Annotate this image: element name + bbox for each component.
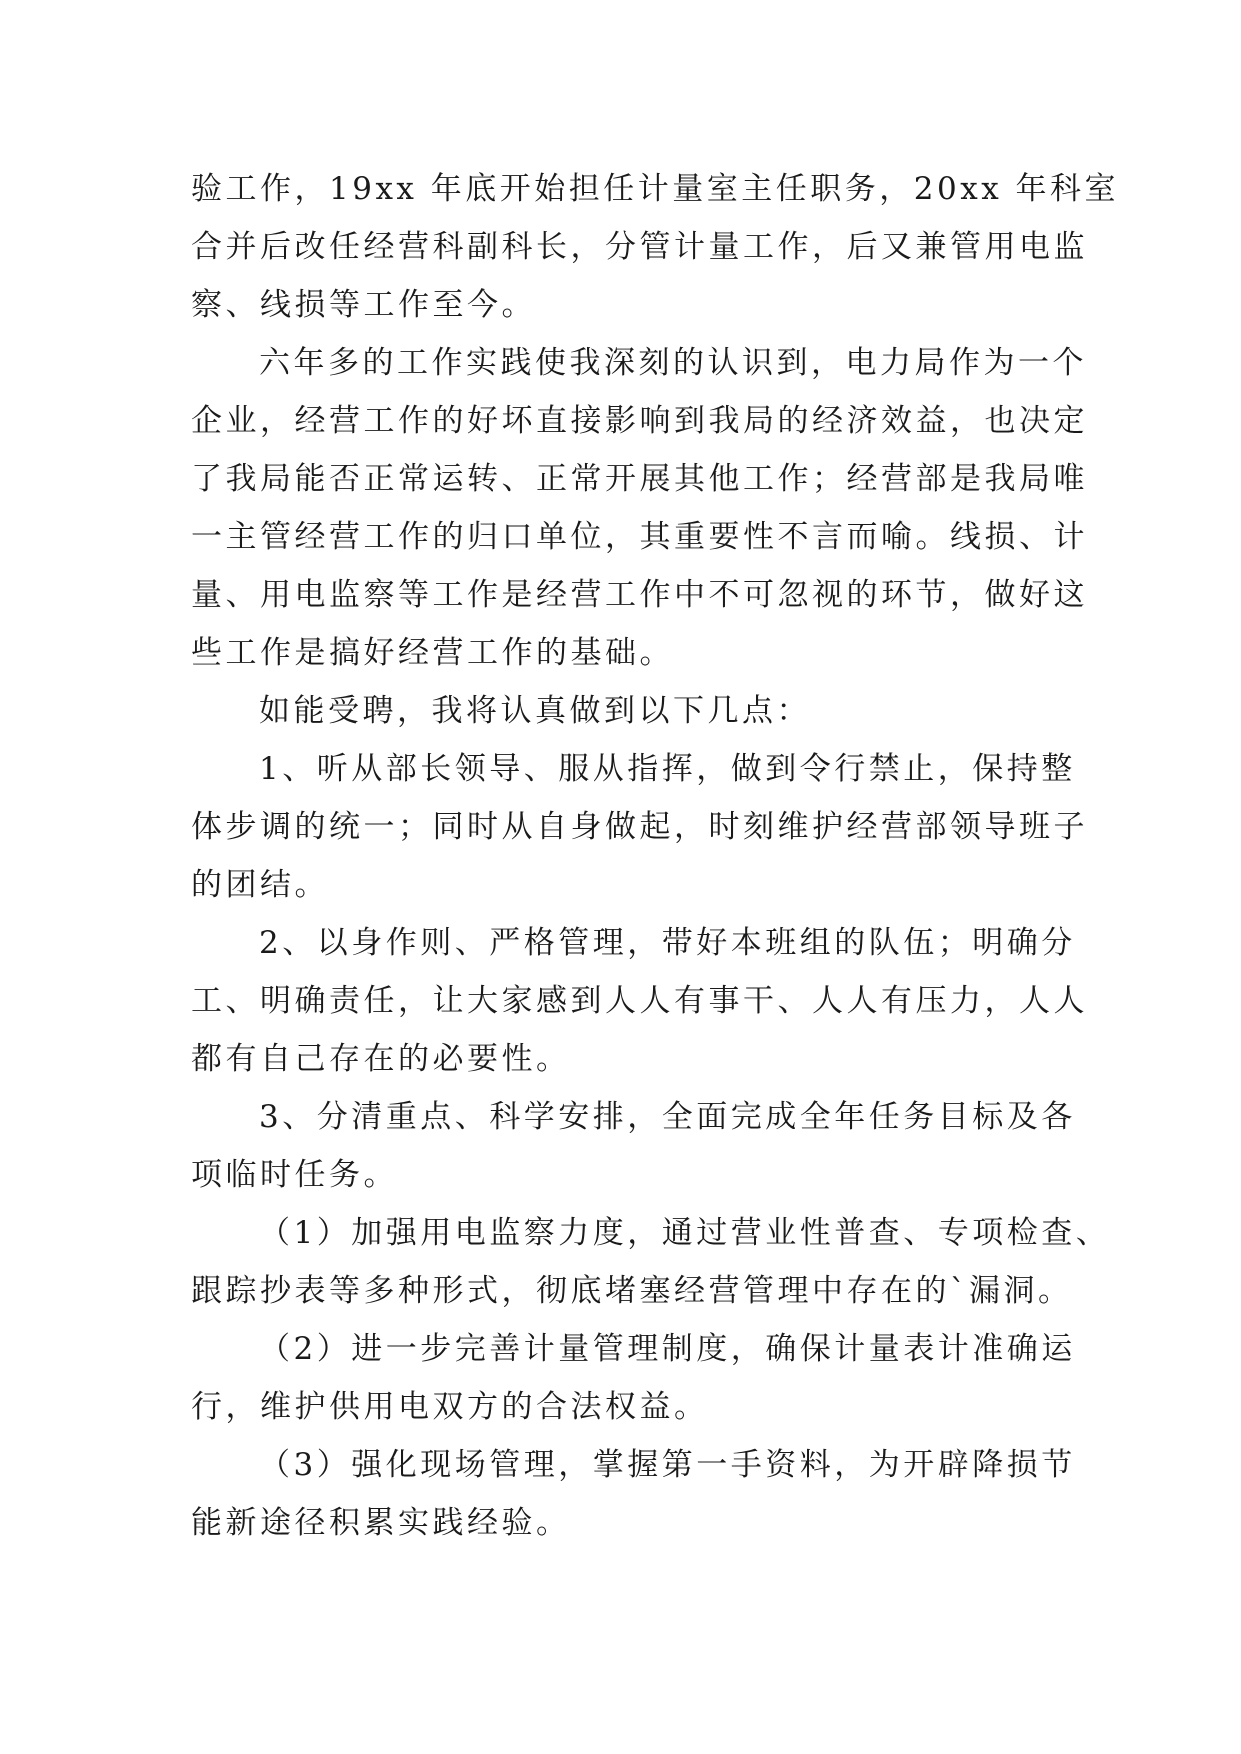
text-line: 六年多的工作实践使我深刻的认识到，电力局作为一个 — [259, 345, 1087, 381]
text-line: 一主管经营工作的归口单位，其重要性不言而喻。线损、计 — [191, 519, 1088, 555]
text-line: （3）强化现场管理，掌握第一手资料，为开辟降损节 — [259, 1447, 1076, 1483]
text-line: 跟踪抄表等多种形式，彻底堵塞经营管理中存在的`漏洞。 — [191, 1273, 1073, 1309]
text-line: 1、听从部长领导、服从指挥，做到令行禁止，保持整 — [259, 751, 1076, 787]
text-line: 的团结。 — [191, 867, 329, 903]
text-line: 验工作，19xx 年底开始担任计量室主任职务，20xx 年科室 — [191, 171, 1120, 207]
text-line: 2、以身作则、严格管理，带好本班组的队伍；明确分 — [259, 925, 1076, 961]
text-line: 工、明确责任，让大家感到人人有事干、人人有压力，人人 — [191, 983, 1088, 1019]
text-line: 察、线损等工作至今。 — [191, 287, 536, 323]
text-line: （1）加强用电监察力度，通过营业性普查、专项检查、 — [259, 1215, 1111, 1251]
text-line: 企业，经营工作的好坏直接影响到我局的经济效益，也决定 — [191, 403, 1088, 439]
text-line: 能新途径积累实践经验。 — [191, 1505, 571, 1541]
text-line: 量、用电监察等工作是经营工作中不可忽视的环节，做好这 — [191, 577, 1088, 613]
text-line: 3、分清重点、科学安排，全面完成全年任务目标及各 — [259, 1099, 1076, 1135]
text-line: 如能受聘，我将认真做到以下几点： — [259, 693, 811, 729]
text-line: 都有自己存在的必要性。 — [191, 1041, 571, 1077]
text-line: （2）进一步完善计量管理制度，确保计量表计准确运 — [259, 1331, 1076, 1367]
text-line: 体步调的统一；同时从自身做起，时刻维护经营部领导班子 — [191, 809, 1088, 845]
text-line: 项临时任务。 — [191, 1157, 398, 1193]
text-line: 合并后改任经营科副科长，分管计量工作，后又兼管用电监 — [191, 229, 1088, 265]
text-line: 行，维护供用电双方的合法权益。 — [191, 1389, 709, 1425]
text-line: 了我局能否正常运转、正常开展其他工作；经营部是我局唯 — [191, 461, 1088, 497]
text-line: 些工作是搞好经营工作的基础。 — [191, 635, 674, 671]
